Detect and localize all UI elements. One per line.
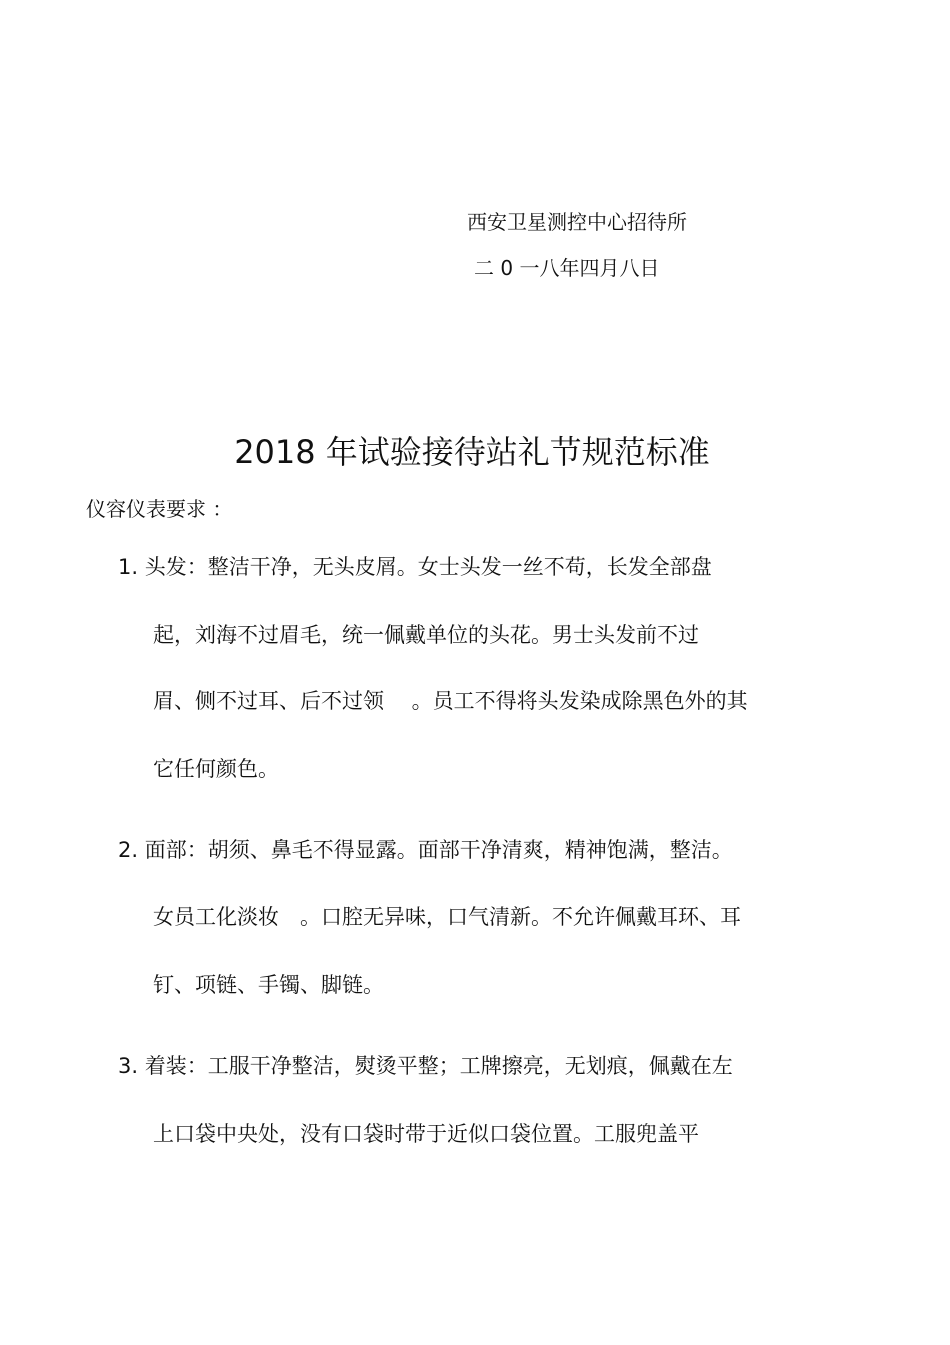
signature-date: 二 0 一八年四月八日 — [474, 256, 660, 280]
item-1-line-1: 1. 头发：整洁干净，无头皮屑。女士头发一丝不苟，长发全部盘 — [118, 555, 712, 579]
item-1-line-4: 它任何颜色。 — [153, 757, 279, 781]
item-2-line-2: 女员工化淡妆 。口腔无异味，口气清新。不允许佩戴耳环、耳 — [153, 905, 741, 929]
signature-organization: 西安卫星测控中心招待所 — [467, 210, 687, 234]
item-1-line-3: 眉、侧不过耳、后不过领 。员工不得将头发染成除黑色外的其 — [153, 689, 748, 713]
item-1-line-2: 起，刘海不过眉毛，统一佩戴单位的头花。男士头发前不过 — [153, 623, 699, 647]
item-3-line-1: 3. 着装：工服干净整洁，熨烫平整；工牌擦亮，无划痕，佩戴在左 — [118, 1054, 733, 1078]
document-title: 2018 年试验接待站礼节规范标准 — [234, 433, 710, 471]
item-2-line-3: 钉、项链、手镯、脚链。 — [153, 973, 384, 997]
section-heading: 仪容仪表要求 ： — [86, 497, 233, 521]
item-2-line-1: 2. 面部：胡须、鼻毛不得显露。面部干净清爽，精神饱满，整洁。 — [118, 838, 733, 862]
item-3-line-2: 上口袋中央处，没有口袋时带于近似口袋位置。工服兜盖平 — [153, 1122, 699, 1146]
